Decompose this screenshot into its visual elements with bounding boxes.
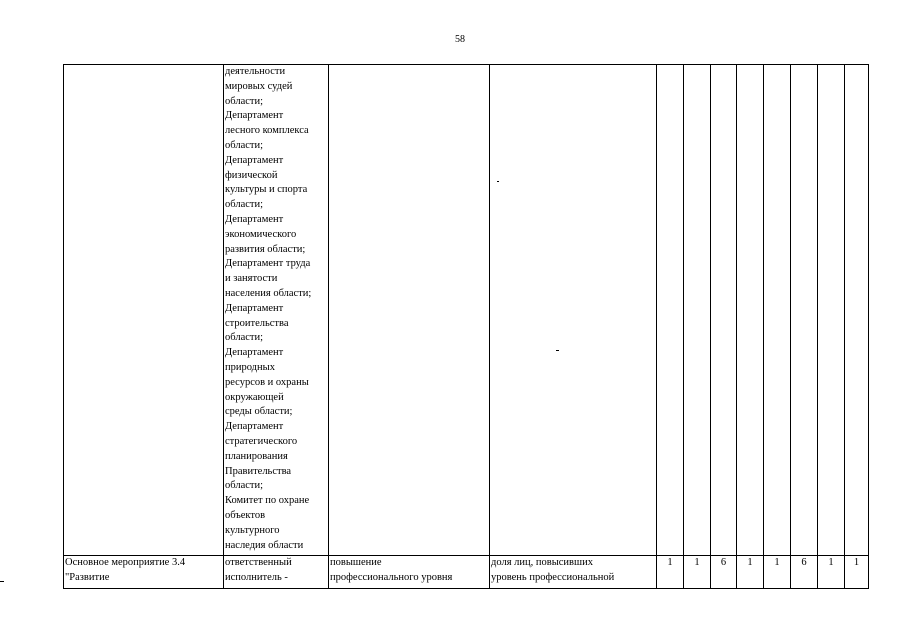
executor-cell [224,556,329,589]
value-cell: 6 [711,556,737,589]
event-name-text [65,556,222,586]
text-line: Департамент [225,213,284,225]
indicator-cell [490,556,657,589]
result-cell [329,556,490,589]
text-line: повышение [330,557,382,568]
text-line: наследия области [225,539,304,551]
text-line: планирования [225,450,288,462]
text-line: области; [225,95,264,107]
value-cell [737,65,764,556]
text-line: Департамент [225,421,284,433]
text-line: Основное мероприятие 3.4 [65,557,186,568]
text-line: мировых судей [225,80,293,92]
scan-speck [497,181,499,182]
text-line: Департамент [225,154,284,166]
text-line: области; [225,480,264,492]
event-name-cell [64,65,224,556]
executor-list [225,65,327,553]
text-line: Департамент труда [225,258,311,270]
text-line: экономического [225,228,297,240]
value-cell: 1 [818,556,845,589]
text-line: природных [225,361,275,373]
text-line: культуры и спорта [225,184,308,196]
text-line: населения области; [225,287,312,299]
text-line: среды области; [225,406,293,418]
value-cell [764,65,791,556]
value-cell: 1 [737,556,764,589]
value-cell [711,65,737,556]
table-row [64,65,869,556]
text-line: области; [225,332,264,344]
text-line: Департамент [225,110,284,122]
value-cell: 6 [791,556,818,589]
value-cell [684,65,711,556]
value-cell: 1 [845,556,869,589]
text-line: "Развитие [65,571,110,583]
text-line: строительства [225,317,289,329]
text-line: окружающей [225,391,284,403]
value-cell: 1 [764,556,791,589]
value-cell: 1 [657,556,684,589]
text-line: лесного комплекса [225,125,309,137]
data-table [63,64,869,589]
executor-cell [224,65,329,556]
event-name-cell [64,556,224,589]
value-cell: 1 [684,556,711,589]
text-line: Департамент [225,302,284,314]
text-line: Правительства [225,465,292,477]
text-line: ответственный [225,557,292,568]
executor-text [225,556,327,586]
text-line: деятельности [225,66,286,77]
value-cell [818,65,845,556]
text-line: уровень профессиональной [491,571,615,583]
text-line: области; [225,199,264,211]
text-line: и занятости [225,273,278,285]
value-cell [657,65,684,556]
text-line: культурного [225,524,280,536]
value-cell [791,65,818,556]
text-line: объектов [225,509,266,521]
text-line: профессионального уровня [330,571,453,583]
result-text [330,556,488,586]
text-line: исполнитель - [225,571,288,583]
text-line: области; [225,139,264,151]
text-line: доля лиц, повысивших [491,557,593,568]
page-number: 58 [455,34,465,45]
scan-speck [556,350,559,351]
value-cell [845,65,869,556]
indicator-cell [490,65,657,556]
scan-speck [0,581,4,582]
text-line: физической [225,169,278,181]
indicator-text [491,556,655,586]
table-row [64,556,869,589]
text-line: стратегического [225,435,298,447]
result-cell [329,65,490,556]
text-line: развития области; [225,243,306,255]
text-line: Комитет по охране [225,495,310,507]
text-line: Департамент [225,347,284,359]
text-line: ресурсов и охраны [225,376,309,388]
